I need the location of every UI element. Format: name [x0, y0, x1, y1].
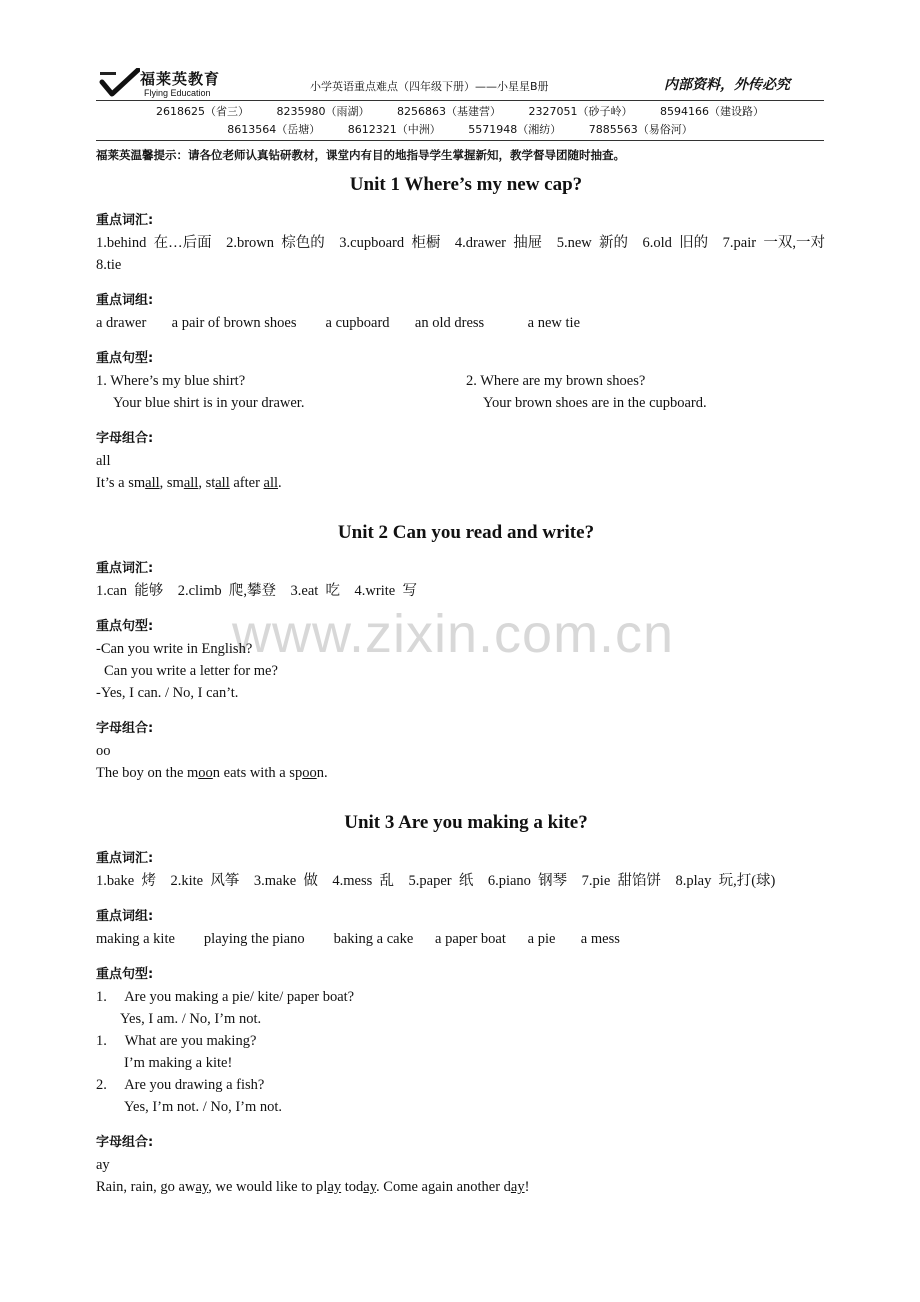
vocab-list: 1.behind 在…后面 2.brown 棕色的 3.cupboard 柜橱 4.drawer 抽屉 5.new 新的 6.old 旧的 7.pair 一双,一对 8.tie — [96, 235, 840, 273]
rhyme-line: The boy on the moon eats with a spoon. — [96, 765, 328, 781]
answer: I’m making a kite! — [124, 1055, 233, 1071]
vocab-list: 1.can 能够 2.climb 爬,攀登 3.eat 吃 4.write 写 — [96, 583, 417, 599]
phone-list-row-1 — [96, 103, 824, 119]
sentence-pair — [466, 370, 836, 414]
logo — [96, 66, 256, 102]
header-divider — [96, 140, 824, 141]
sentence: -Yes, I can. / No, I can’t. — [96, 685, 239, 701]
sentence-label: 重点句型: — [96, 619, 154, 634]
phone-list-row-2 — [96, 121, 824, 137]
vocab-list: 1.bake 烤 2.kite 风筝 3.make 做 4.mess 乱 5.paper 纸 6.piano 钢琴 7.pie 甜馅饼 8.play 玩,打(球) — [96, 873, 776, 889]
checkmark-logo-icon — [98, 68, 140, 98]
phrase-list: making a kite playing the piano baking a cake a paper boat a pie a mess — [96, 931, 620, 947]
unit-3-title: Unit 3 Are you making a kite? — [344, 812, 588, 833]
sentence-pairs — [96, 370, 836, 414]
phrase-label: 重点词组: — [96, 909, 154, 924]
sentence: -Can you write in English? — [96, 641, 253, 657]
question: 2. Are you drawing a fish? — [96, 1077, 265, 1093]
phrase-list: a drawer a pair of brown shoes a cupboard an old dress a new tie — [96, 315, 581, 331]
vocab-label: 重点词汇: — [96, 851, 154, 866]
logo-english-name: Flying Education — [144, 88, 211, 98]
question: 1. Where’s my blue shirt? — [96, 373, 246, 389]
answer: Yes, I am. / No, I’m not. — [120, 1011, 262, 1027]
phone-entry: 2618625（省三） — [156, 105, 249, 118]
logo-chinese-name: 福莱英教育 — [140, 70, 221, 88]
sentence: Can you write a letter for me? — [104, 663, 278, 679]
sentence-label: 重点句型: — [96, 967, 154, 982]
teacher-notice: 福莱英温馨提示：请各位老师认真钻研教材，课堂内有目的地指导学生掌握新知，教学督导团随时抽查。 — [96, 148, 625, 162]
phone-entry: 8594166（建设路） — [660, 105, 764, 118]
letters-label: 字母组合: — [96, 1135, 154, 1150]
internal-notice: 内部资料，外传必究 — [664, 77, 790, 93]
letters-label: 字母组合: — [96, 721, 154, 736]
letter-combination: oo — [96, 743, 111, 759]
sentence-pair — [96, 370, 466, 414]
unit-2-title: Unit 2 Can you read and write? — [337, 522, 595, 543]
phone-entry: 8256863（基建营） — [397, 105, 501, 118]
question: 1. Are you making a pie/ kite/ paper boat? — [96, 989, 355, 1005]
rhyme-line: Rain, rain, go away, we would like to play today. Come again another day! — [96, 1179, 530, 1195]
phrase-label: 重点词组: — [96, 293, 154, 308]
phone-entry: 8613564（岳塘） — [227, 123, 321, 136]
header-divider — [96, 100, 824, 101]
answer: Your blue shirt is in your drawer. — [113, 395, 305, 411]
rhyme-line: It’s a small, small, stall after all. — [96, 475, 282, 491]
watermark: www.zixin.com.cn — [232, 604, 675, 664]
answer: Your brown shoes are in the cupboard. — [483, 395, 707, 411]
vocab-label: 重点词汇: — [96, 561, 154, 576]
answer: Yes, I’m not. / No, I’m not. — [124, 1099, 283, 1115]
phone-entry: 2327051（砂子岭） — [528, 105, 633, 118]
document-title: 小学英语重点难点（四年级下册）——小星星B册 — [310, 80, 549, 93]
phone-entry: 8612321（中洲） — [347, 123, 441, 136]
document-body — [96, 172, 840, 1198]
letter-combination: all — [96, 453, 111, 469]
phone-entry: 8235980（雨湖） — [276, 105, 370, 118]
letter-combination: ay — [96, 1157, 110, 1173]
letters-label: 字母组合: — [96, 431, 154, 446]
question: 1. What are you making? — [96, 1033, 257, 1049]
unit-1-title: Unit 1 Where’s my new cap? — [349, 174, 583, 195]
phone-entry: 7885563（易俗河） — [588, 123, 693, 136]
phone-entry: 5571948（湘纺） — [468, 123, 562, 136]
vocab-label: 重点词汇: — [96, 213, 154, 228]
sentence-label: 重点句型: — [96, 351, 154, 366]
question: 2. Where are my brown shoes? — [466, 373, 646, 389]
